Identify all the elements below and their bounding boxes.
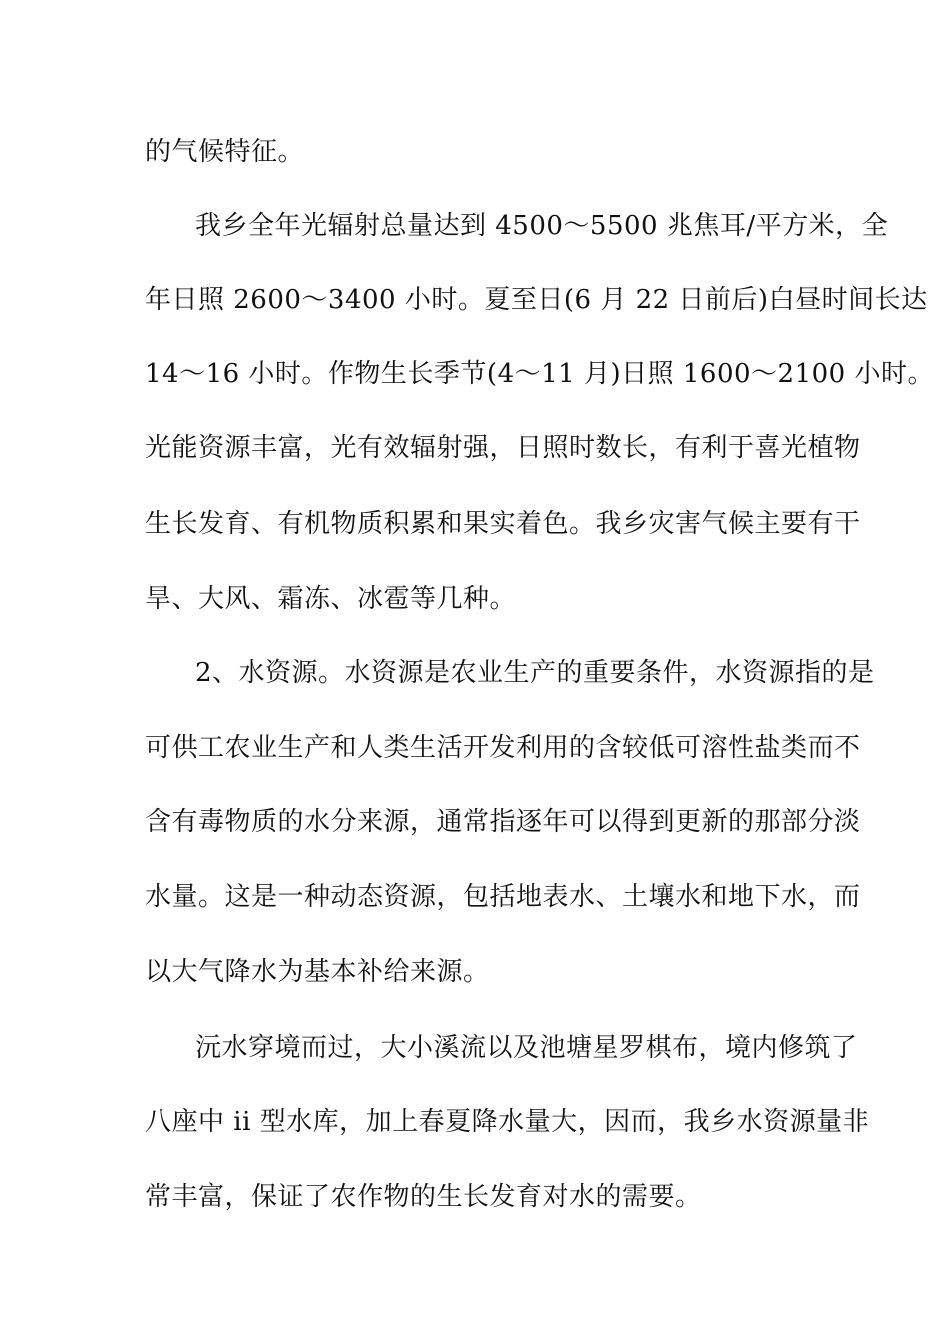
text-line: 常丰富，保证了农作物的生长发育对水的需要。	[145, 1182, 702, 1212]
text-line: 八座中 ii 型水库，加上春夏降水量大，因而，我乡水资源量非	[145, 1107, 870, 1137]
text-line: 可供工农业生产和人类生活开发利用的含较低可溶性盐类而不	[145, 733, 861, 763]
text-line: 2、水资源。水资源是农业生产的重要条件，水资源指的是	[195, 658, 875, 688]
text-line: 含有毒物质的水分来源，通常指逐年可以得到更新的那部分淡	[145, 807, 861, 837]
text-line: 光能资源丰富，光有效辐射强，日照时数长，有利于喜光植物	[145, 433, 861, 463]
text-line: 年日照 2600～3400 小时。夏至日(6 月 22 日前后)白昼时间长达	[145, 285, 928, 315]
text-line: 沅水穿境而过，大小溪流以及池塘星罗棋布，境内修筑了	[195, 1033, 858, 1063]
text-line: 旱、大风、霜冻、冰雹等几种。	[145, 584, 517, 614]
text-line: 以大气降水为基本补给来源。	[145, 957, 490, 987]
text-line: 生长发育、有机物质积累和果实着色。我乡灾害气候主要有干	[145, 509, 861, 539]
text-line: 的气候特征。	[145, 137, 305, 167]
text-line: 14～16 小时。作物生长季节(4～11 月)日照 1600～2100 小时。	[145, 359, 934, 389]
text-line: 我乡全年光辐射总量达到 4500～5500 兆焦耳/平方米，全	[195, 211, 889, 241]
text-line: 水量。这是一种动态资源，包括地表水、土壤水和地下水，而	[145, 882, 861, 912]
